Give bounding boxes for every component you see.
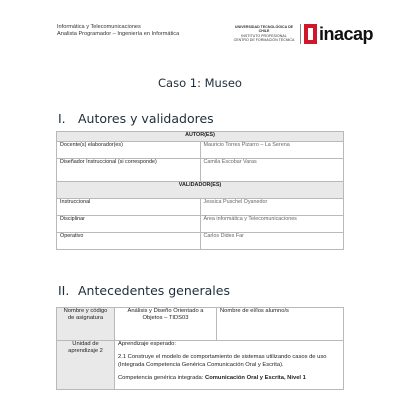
docente-label: Docente(s) elaborador(es)	[57, 142, 201, 159]
unidad-label: Unidad de aprendizaje 2	[57, 341, 115, 390]
section-2-heading	[58, 283, 230, 298]
institution-text	[232, 25, 296, 43]
disciplinar-value: Área informática y Telecomunicaciones	[200, 216, 344, 233]
inacap-logo	[304, 23, 373, 45]
validadores-header: VALIDADOR(ES)	[57, 182, 344, 199]
aprendizaje-text: 2.1 Construye el modelo de comportamiento de sistemas utilizando casos de uso (Integrada Competencia Genérica Comunicación Oral y Escrita).	[118, 354, 327, 368]
aprendizaje-cell	[115, 341, 344, 390]
disenador-label: Diseñador Instruccional (si corresponde)	[57, 159, 201, 182]
document-header-left	[57, 24, 179, 38]
institution-university: UNIVERSIDAD TECNOLÓGICA DE CHILE	[234, 25, 294, 34]
section-2-title: Antecedentes generales	[78, 283, 230, 298]
competencia-label: Competencia genérica integrada:	[118, 375, 204, 382]
document-title: Caso 1: Museo	[158, 76, 242, 90]
docente-value: Mauricio Torres Pizarro – La Serena	[200, 142, 344, 159]
nombre-alumnos-label: Nombre de el/los alumno/s	[217, 308, 344, 341]
inacap-logo-text: inacap	[319, 24, 374, 44]
operativo-label: Operativo	[57, 233, 201, 250]
asignatura-value: Análisis y Diseño Orientado a Objetos – TIDS03	[115, 308, 217, 341]
institution-cft: CENTRO DE FORMACIÓN TÉCNICA	[233, 38, 295, 43]
header-divider	[300, 24, 301, 44]
section-1-heading	[58, 111, 214, 126]
institution-instituto: INSTITUTO PROFESIONAL	[241, 33, 287, 38]
header-area: Informática y Telecomunicaciones	[57, 24, 141, 30]
header-career: Analista Programador – Ingeniería en Informática	[57, 31, 180, 37]
nombre-codigo-label: Nombre y código de asignatura	[57, 308, 115, 341]
inacap-logo-icon	[304, 24, 317, 44]
aprendizaje-label: Aprendizaje esperado:	[118, 341, 177, 347]
competencia-value: Comunicación Oral y Escrita, Nivel 1	[205, 375, 306, 382]
instruccional-label: Instruccional	[57, 199, 201, 216]
section-1-title: Autores y validadores	[78, 111, 214, 126]
general-info-table	[56, 307, 344, 390]
operativo-value: Carlos Dides Far	[200, 233, 344, 250]
disciplinar-label: Disciplinar	[57, 216, 201, 233]
autores-header: AUTOR(ES)	[57, 132, 344, 142]
disenador-value: Camila Escobar Varas	[200, 159, 344, 182]
section-1-number: I.	[58, 111, 66, 126]
instruccional-value: Jessica Puschel Oyanedor	[200, 199, 344, 216]
authors-table	[56, 131, 344, 250]
competencia-line	[118, 375, 340, 382]
section-2-number: II.	[58, 283, 70, 298]
